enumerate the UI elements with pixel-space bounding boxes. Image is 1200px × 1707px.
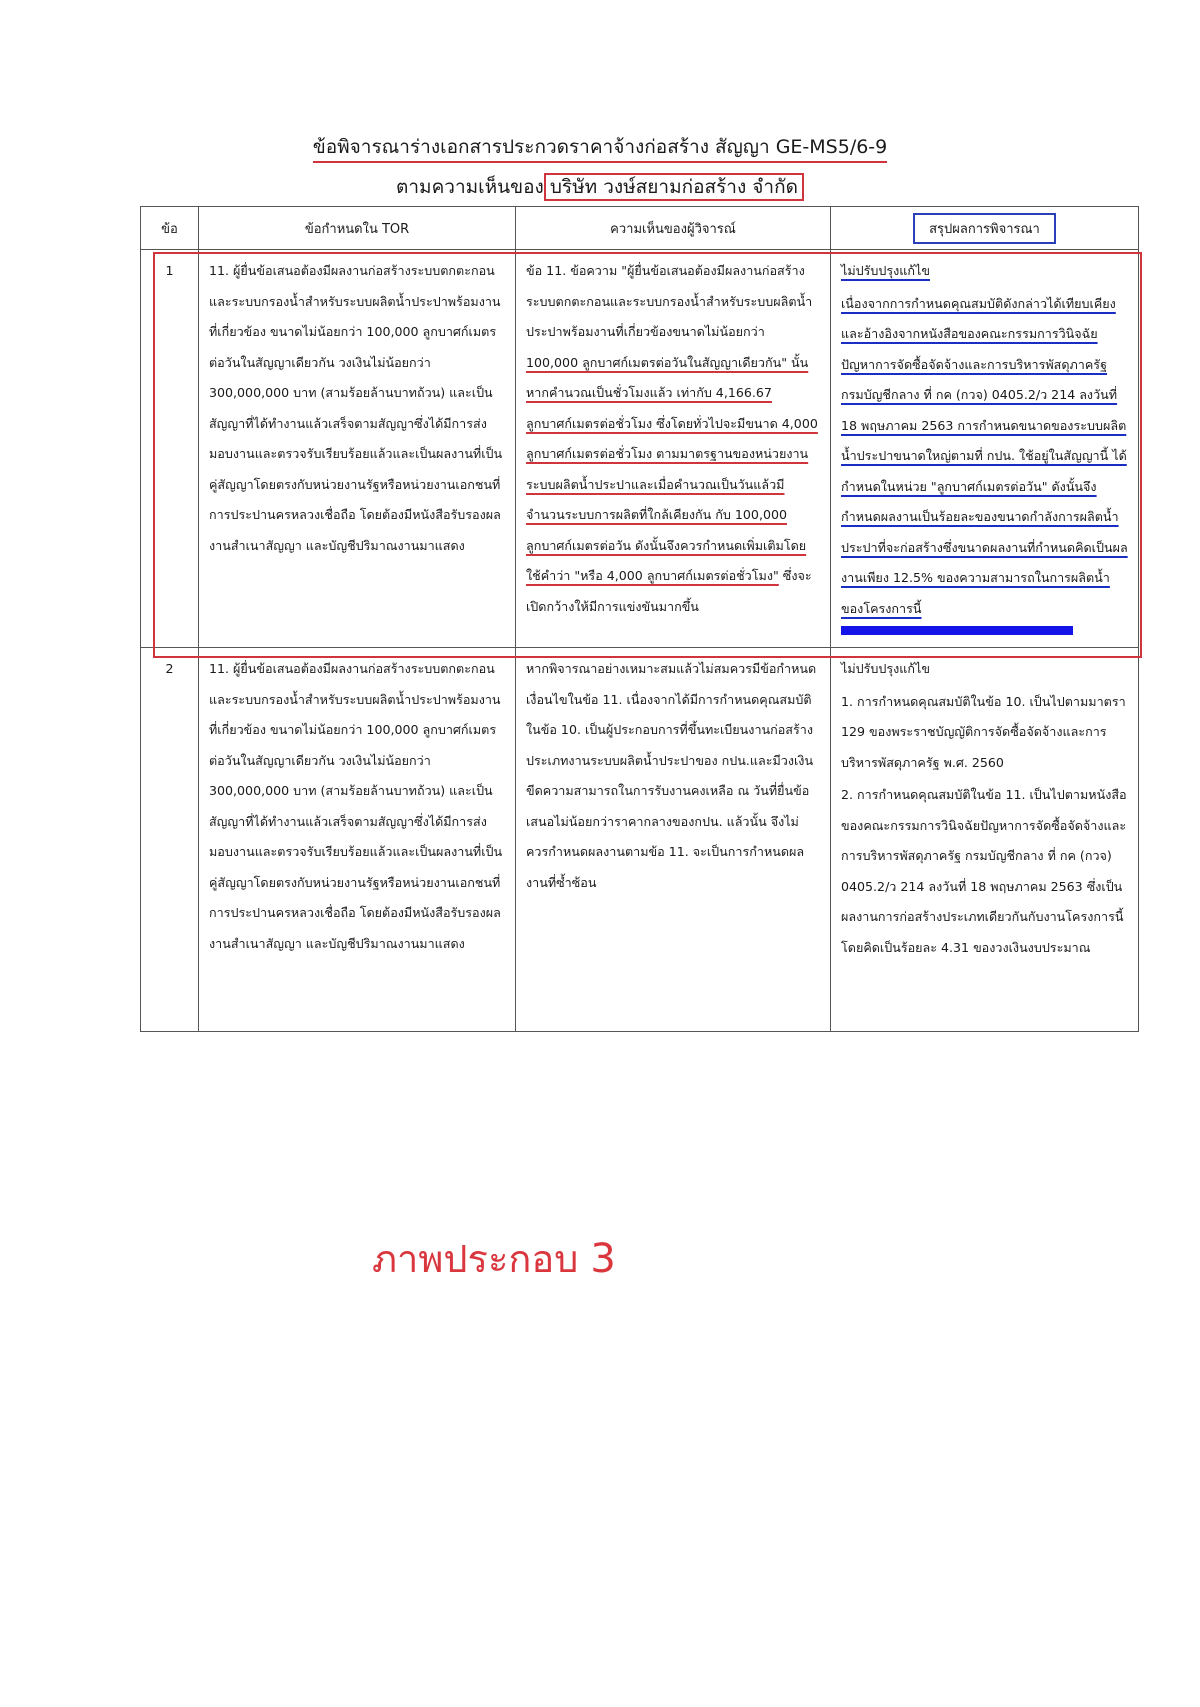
table-row [141, 250, 1139, 648]
caption-number: 3 [590, 1236, 616, 1282]
subtitle-prefix: ตามความเห็นของ [396, 176, 544, 198]
tor-requirement: 11. ผู้ยื่นข้อเสนอต้องมีผลงานก่อสร้างระบบตกตะกอนและระบบกรองน้ำสำหรับระบบผลิตน้ำประปาพร้อมงานที่เกี่ยวข้อง ขนาดไม่น้อยกว่า 100,000 ลูกบาศก์เมตรต่อวันในสัญญาเดียวกัน วงเงินไม่น้อยกว่า 300,000,000 บาท (สามร้อยล้านบาทถ้วน) และเป็นสัญญาที่ได้ทำงานแล้วเสร็จตามสัญญาซึ่งได้มีการส่งมอบงานและตรวจรับเรียบร้อยแล้วและเป็นผลงานที่เป็นคู่สัญญาโดยตรงกับหน่วยงานรัฐหรือหน่วยงานเอกชนที่การประปานครหลวงเชื่อถือ โดยต้องมีหนังสือรับรองผลงานสำเนาสัญญา และบัญชีปริมาณงานมาแสดง [199, 250, 516, 648]
review-summary [831, 250, 1139, 648]
row-number: 2 [141, 648, 199, 1032]
opinion-underlined-text: 100,000 ลูกบาศก์เมตรต่อวันในสัญญาเดียวกัน" นั้น หากคำนวณเป็นชั่วโมงแล้ว เท่ากับ 4,166.67 ลูกบาศก์เมตรต่อชั่วโมง ซึ่งโดยทั่วไปจะมีขนาด 4,000 ลูกบาศก์เมตรต่อชั่วโมง ตามมาตรฐานของหน่วยงานระบบผลิตน้ำประปาและเมื่อคำนวณเป็นวันแล้วมีจำนวนระบบการผลิตที่ใกล้เคียงกัน กับ 100,000 ลูกบาศก์เมตรต่อวัน ดังนั้นจึงควรกำหนดเพิ่มเติมโดยใช้คำว่า "หรือ 4,000 ลูกบาศก์เมตรต่อชั่วโมง" [526, 354, 818, 583]
company-name-highlight: บริษัท วงษ์สยามก่อสร้าง จำกัด [544, 173, 804, 201]
summary-point-2: 2. การกำหนดคุณสมบัติในข้อ 11. เป็นไปตามหนังสือของคณะกรรมการวินิจฉัยปัญหาการจัดซื้อจัดจ้างและการบริหารพัสดุภาครัฐ กรมบัญชีกลาง ที่ กค (กวจ) 0405.2/ว 214 ลงวันที่ 18 พฤษภาคม 2563 ซึ่งเป็นผลงานการก่อสร้างประเภทเดียวกันกับงานโครงการนี้ โดยคิดเป็นร้อยละ 4.31 ของวงเงินงบประมาณ [841, 787, 1127, 955]
summary-text: เนื่องจากการกำหนดคุณสมบัติดังกล่าวได้เทียบเคียงและอ้างอิงจากหนังสือของคณะกรรมการวินิจฉัยปัญหาการจัดซื้อจัดจ้างและการบริหารพัสดุภาครัฐ กรมบัญชีกลาง ที่ กค (กวจ) 0405.2/ว 214 ลงวันที่ 18 พฤษภาคม 2563 การกำหนดขนาดของระบบผลิตน้ำประปาขนาดใหญ่ตามที่ กปน. ใช้อยู่ในสัญญานี้ ได้กำหนดในหน่วย "ลูกบาศก์เมตรต่อวัน" ดังนั้นจึงกำหนดผลงานเป็นร้อยละของขนาดกำลังการผลิตน้ำประปาที่จะก่อสร้างซึ่งขนาดผลงานที่กำหนดคิดเป็นผลงานเพียง 12.5% ของความสามารถในการผลิตน้ำของโครงการนี้ [841, 295, 1128, 616]
opinion-tail-text: ซึ่งจะเปิดกว้างให้มีการแข่งขันมากขึ้น [526, 568, 812, 614]
table-header-row [141, 207, 1139, 250]
header-summary [831, 207, 1139, 250]
header-tor: ข้อกำหนดใน TOR [199, 207, 516, 250]
summary-status: ไม่ปรับปรุงแก้ไข [841, 263, 930, 278]
document-subtitle [0, 172, 1200, 202]
reviewer-opinion: หากพิจารณาอย่างเหมาะสมแล้วไม่สมควรมีข้อกำหนดเงื่อนไขในข้อ 11. เนื่องจากได้มีการกำหนดคุณสมบัติในข้อ 10. เป็นผู้ประกอบการที่ขึ้นทะเบียนงานก่อสร้างประเภทงานระบบผลิตน้ำประปาของ กปน.และมีวงเงินขีดความสามารถในการรับงานคงเหลือ ณ วันที่ยื่นข้อเสนอไม่น้อยกว่าราคากลางของกปน. แล้วนั้น จึงไม่ควรกำหนดผลงานตามข้อ 11. จะเป็นการกำหนดผลงานที่ซ้ำซ้อน [516, 648, 831, 1032]
table-row [141, 648, 1139, 1032]
header-no: ข้อ [141, 207, 199, 250]
summary-point-1: 1. การกำหนดคุณสมบัติในข้อ 10. เป็นไปตามมาตรา 129 ของพระราชบัญญัติการจัดซื้อจัดจ้างและการบริหารพัสดุภาครัฐ พ.ศ. 2560 [841, 693, 1126, 770]
reviewer-opinion [516, 250, 831, 648]
blue-highlight-bar [841, 626, 1073, 635]
row-number: 1 [141, 250, 199, 648]
document-title [0, 132, 1200, 162]
figure-caption [372, 1228, 616, 1289]
review-table [140, 206, 1139, 1032]
header-opinion: ความเห็นของผู้วิจารณ์ [516, 207, 831, 250]
summary-status: ไม่ปรับปรุงแก้ไข [841, 661, 930, 676]
caption-text: ภาพประกอบ [372, 1237, 579, 1281]
document-title-text: ข้อพิจารณาร่างเอกสารประกวดราคาจ้างก่อสร้าง สัญญา GE-MS5/6-9 [313, 136, 888, 163]
review-summary [831, 648, 1139, 1032]
summary-header-box: สรุปผลการพิจารณา [913, 213, 1056, 244]
tor-requirement: 11. ผู้ยื่นข้อเสนอต้องมีผลงานก่อสร้างระบบตกตะกอนและระบบกรองน้ำสำหรับระบบผลิตน้ำประปาพร้อมงานที่เกี่ยวข้อง ขนาดไม่น้อยกว่า 100,000 ลูกบาศก์เมตรต่อวันในสัญญาเดียวกัน วงเงินไม่น้อยกว่า 300,000,000 บาท (สามร้อยล้านบาทถ้วน) และเป็นสัญญาที่ได้ทำงานแล้วเสร็จตามสัญญาซึ่งได้มีการส่งมอบงานและตรวจรับเรียบร้อยแล้วและเป็นผลงานที่เป็นคู่สัญญาโดยตรงกับหน่วยงานรัฐหรือหน่วยงานเอกชนที่การประปานครหลวงเชื่อถือ โดยต้องมีหนังสือรับรองผลงานสำเนาสัญญา และบัญชีปริมาณงานมาแสดง [199, 648, 516, 1032]
opinion-text: ข้อ 11. ข้อความ "ผู้ยื่นข้อเสนอต้องมีผลงานก่อสร้างระบบตกตะกอนและระบบกรองน้ำสำหรับระบบผลิตน้ำประปาพร้อมงานที่เกี่ยวข้องขนาดไม่น้อยกว่า [526, 263, 813, 339]
